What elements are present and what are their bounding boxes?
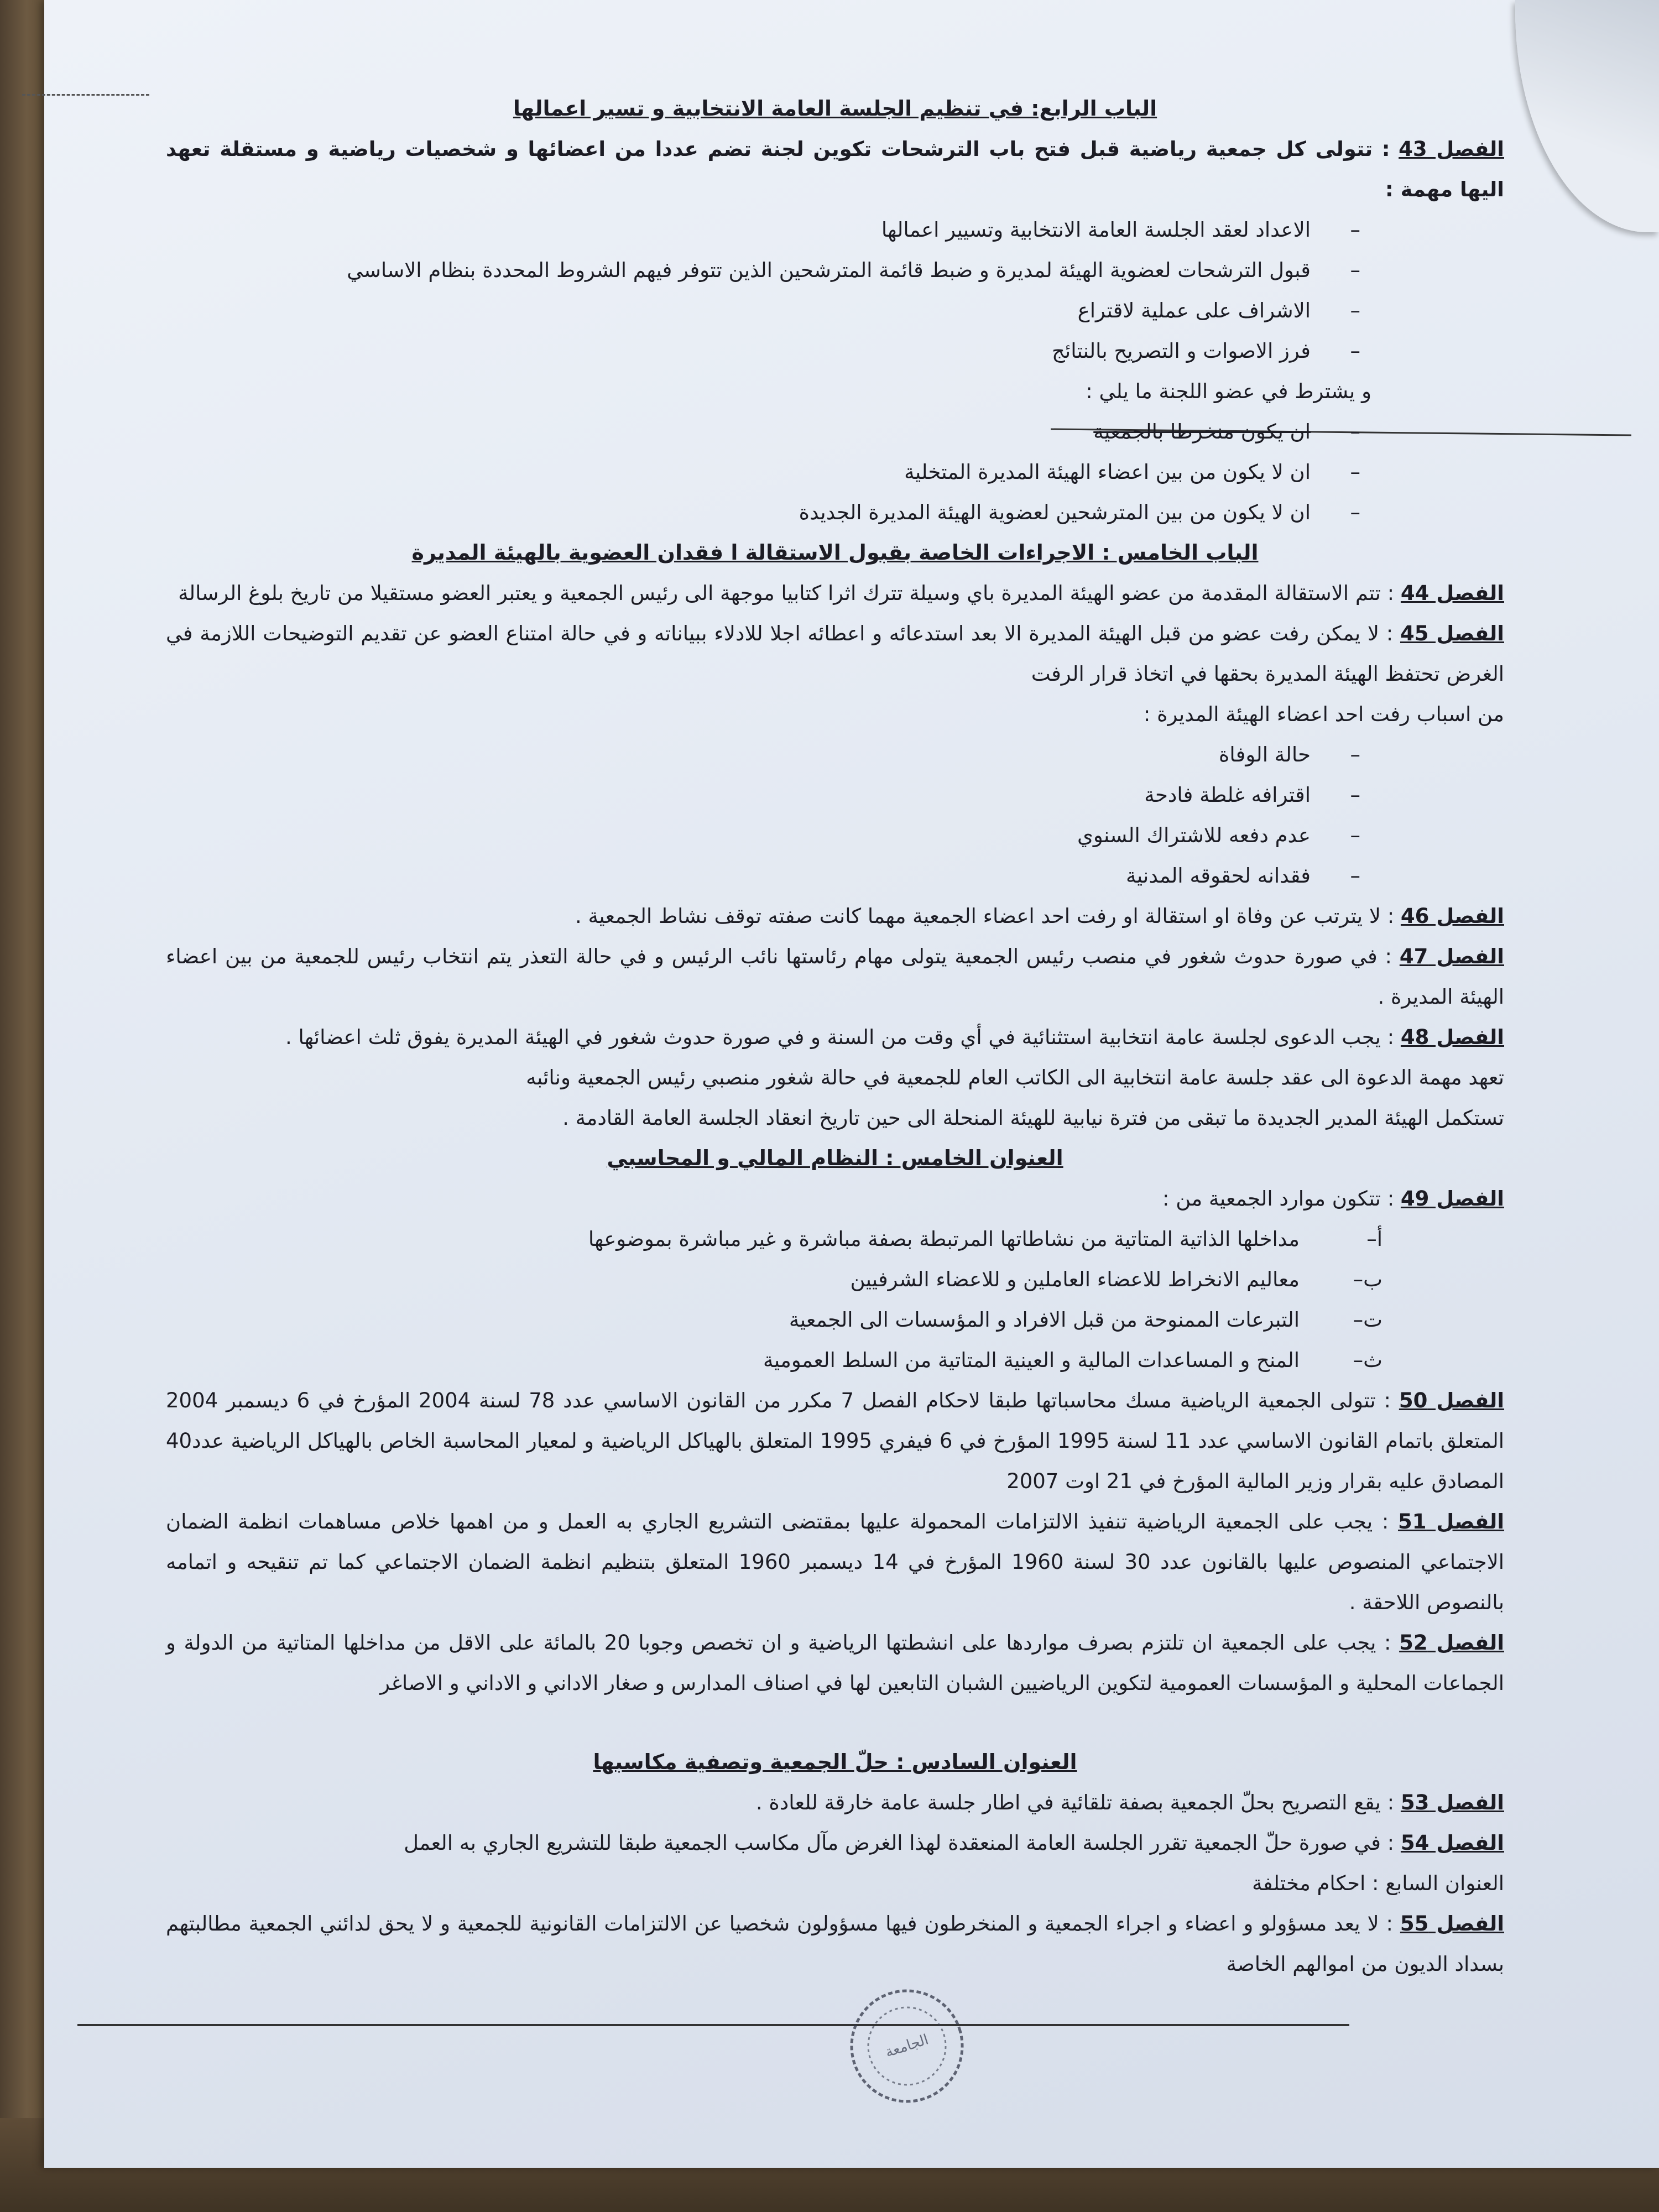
article-45 — [166, 613, 1504, 694]
list-item: – فرز الاصوات و التصريح بالنتائج — [166, 331, 1360, 371]
article-44 — [166, 573, 1504, 613]
article-48-para-2: تعهد مهمة الدعوة الى عقد جلسة عامة انتخابية الى الكاتب العام للجمعية في حالة شغور منصبي رئيس الجمعية ونائبه — [526, 1066, 1504, 1089]
article-50-text: : تتولى الجمعية الرياضية مسك محاسباتها طبقا لاحكام الفصل 7 مكرر من القانون الاساسي عدد 78 لسنة 2004 المؤرخ في 6 ديسمبر 2004 المتعلق باتمام القانون الاساسي عدد 11 لسنة 1995 المؤرخ في 6 فيفري 1995 المتعلق بالهياكل الرياضية و لمعيار المحاسبة الخاص بالهياكل الرياضية عدد40 المصادق عليه بقرار وزير المالية المؤرخ في 21 اوت 2007 — [166, 1389, 1505, 1493]
article-55-label: الفصل 55 — [1400, 1912, 1505, 1936]
list-item: – ان لا يكون من بين المترشحين لعضوية الهيئة المديرة الجديدة — [166, 492, 1360, 533]
article-48-text: : يجب الدعوى لجلسة عامة انتخابية استثنائية في أي وقت من السنة و في صورة حدوث شغور في الهيئة المديرة يفوق ثلث اعضائها . — [285, 1025, 1395, 1049]
article-43-label: الفصل 43 — [1399, 137, 1504, 161]
list-item: – ان لا يكون من بين اعضاء الهيئة المديرة المتخلية — [166, 452, 1360, 492]
list-item — [166, 1300, 1383, 1340]
article-48-para-3: تستكمل الهيئة المدير الجديدة ما تبقى من فترة نيابية للهيئة المنحلة الى حين تاريخ انعقاد الجلسة العامة القادمة . — [562, 1106, 1504, 1130]
top-dashed-rule — [22, 94, 149, 96]
article-54-label: الفصل 54 — [1400, 1831, 1504, 1855]
resources-list — [166, 1219, 1504, 1380]
article-49-label: الفصل 49 — [1400, 1187, 1504, 1211]
conditions-list — [166, 411, 1504, 533]
list-item: – قبول الترشحات لعضوية الهيئة لمديرة و ضبط قائمة المترشحين الذين تتوفر فيهم الشروط المحددة بنظام الاساسي — [166, 250, 1360, 290]
article-46-label: الفصل 46 — [1400, 904, 1504, 928]
folded-corner — [1515, 0, 1659, 232]
list-marker: ب– — [1353, 1267, 1383, 1291]
list-item: – عدم دفعه للاشتراك السنوي — [166, 815, 1360, 855]
article-54-text: : في صورة حلّ الجمعية تقرر الجلسة العامة المنعقدة لهذا الغرض مآل مكاسب الجمعية طبقا للتشريع الجاري به العمل — [404, 1831, 1395, 1855]
document-body — [166, 88, 1504, 2057]
list-item: – اقترافه غلطة فادحة — [166, 775, 1360, 815]
list-item: – حالة الوفاة — [166, 734, 1360, 775]
list-marker: أ– — [1366, 1227, 1383, 1251]
article-44-text: : تتم الاستقالة المقدمة من عضو الهيئة المديرة باي وسيلة تترك اثرا كتابيا موجهة الى رئيس الجمعية و يعتبر العضو مستقيلا من تاريخ بلوغ الرسالة — [178, 581, 1395, 605]
title-6-heading: العنوان السادس : حلّ الجمعية وتصفية مكاسبها — [593, 1750, 1077, 1774]
list-item-text: معاليم الانخراط للاعضاء العاملين و للاعضاء الشرفيين — [850, 1267, 1300, 1291]
article-52-label: الفصل 52 — [1399, 1631, 1504, 1655]
article-53-text: : يقع التصريح بحلّ الجمعية بصفة تلقائية في اطار جلسة عامة خارقة للعادة . — [755, 1791, 1395, 1814]
article-46 — [166, 896, 1504, 936]
article-49 — [166, 1178, 1504, 1219]
article-52 — [166, 1623, 1504, 1703]
list-item: – الاشراف على عملية لاقتراع — [166, 290, 1360, 331]
list-item — [166, 1219, 1383, 1259]
article-49-text: : تتكون موارد الجمعية من : — [1162, 1187, 1395, 1211]
list-item: – الاعداد لعقد الجلسة العامة الانتخابية وتسيير اعمالها — [166, 210, 1360, 250]
article-43 — [166, 129, 1504, 210]
article-47 — [166, 936, 1504, 1017]
list-item: – فقدانه لحقوقه المدنية — [166, 855, 1360, 896]
committee-tasks-list — [166, 210, 1504, 371]
article-50 — [166, 1380, 1504, 1501]
article-55 — [166, 1903, 1504, 1984]
article-55-text: : لا يعد مسؤولو و اعضاء و اجراء الجمعية و المنخرطون فيها مسؤولون شخصيا عن الالتزامات القانونية للجمعية و لا يحق لدائني الجمعية مطالبتهم بسداد الديون من اموالهم الخاصة — [166, 1912, 1504, 1976]
article-46-text: : لا يترتب عن وفاة او استقالة او رفت احد اعضاء الجمعية مهما كانت صفته توقف نشاط الجمعية . — [575, 904, 1395, 928]
article-45-label: الفصل 45 — [1400, 622, 1504, 645]
list-item-text: المنح و المساعدات المالية و العينية المتاتية من السلط العمومية — [763, 1348, 1300, 1372]
article-48 — [166, 1017, 1504, 1057]
article-52-text: : يجب على الجمعية ان تلتزم بصرف مواردها على انشطتها الرياضية و ان تخصص وجوبا 20 بالمائة على الاقل من مداخلها المتاتية من الدولة و الجماعات المحلية و المؤسسات العمومية لتكوين الرياضيين الشبان التابعين لها في اصناف المدارس و صغار الاداني و الاداني و الاصاغر — [166, 1631, 1504, 1695]
list-item — [166, 1340, 1383, 1380]
bottom-rule — [77, 2024, 1349, 2026]
article-48-label: الفصل 48 — [1400, 1025, 1504, 1049]
list-item-text: التبرعات الممنوحة من قبل الافراد و المؤسسات الى الجمعية — [789, 1308, 1300, 1332]
chapter-4-title: الباب الرابع: في تنظيم الجلسة العامة الانتخابية و تسير اعمالها — [513, 96, 1157, 121]
list-item: – ان يكون منخرطا بالجمعية — [166, 411, 1360, 452]
article-51 — [166, 1501, 1504, 1623]
article-43-text: : تتولى كل جمعية رياضية قبل فتح باب الترشحات تكوين لجنة تضم عددا من اعضائها و شخصيات رياضية و مستقلة تعهد اليها مهمة : — [166, 137, 1504, 201]
list-marker: ث– — [1353, 1348, 1383, 1372]
article-47-label: الفصل 47 — [1399, 945, 1504, 968]
list-item — [166, 1259, 1383, 1300]
article-50-label: الفصل 50 — [1399, 1389, 1505, 1412]
list-marker: ت– — [1353, 1308, 1383, 1332]
dismissal-intro: من اسباب رفت احد اعضاء الهيئة المديرة : — [1143, 702, 1504, 726]
article-53-label: الفصل 53 — [1400, 1791, 1504, 1814]
article-47-text: : في صورة حدوث شغور في منصب رئيس الجمعية يتولى مهام رئاستها نائب الرئيس و في حالة التعذر يتم انتخاب رئيس للجمعية من بين اعضاء الهيئة المديرة . — [166, 945, 1504, 1009]
article-45-text: : لا يمكن رفت عضو من قبل الهيئة المديرة الا بعد استدعائه و اعطائه اجلا للادلاء ببياناته و في حالة امتناع العضو عن تقديم التوضيحات اللازمة في الغرض تحتفظ الهيئة المديرة بحقها في اتخاذ قرار الرفت — [166, 622, 1504, 686]
title-5-heading: العنوان الخامس : النظام المالي و المحاسبي — [607, 1146, 1063, 1170]
article-51-label: الفصل 51 — [1398, 1510, 1505, 1533]
title-7-heading: العنوان السابع : احكام مختلفة — [1252, 1871, 1504, 1895]
article-44-label: الفصل 44 — [1400, 581, 1504, 605]
dismissal-reasons-list — [166, 734, 1504, 896]
article-53 — [166, 1782, 1504, 1823]
chapter-5-title: الباب الخامس : الاجراءات الخاصة بقبول الاستقالة ا فقدان العضوية بالهيئة المديرة — [411, 540, 1259, 565]
spacer — [166, 1703, 1504, 1742]
list-item-text: مداخلها الذاتية المتاتية من نشاطاتها المرتبطة بصفة مباشرة و غير مباشرة بموضوعها — [588, 1227, 1300, 1251]
article-54 — [166, 1823, 1504, 1863]
stamp-text: الجامعة — [883, 2031, 931, 2061]
article-51-text: : يجب على الجمعية الرياضية تنفيذ الالتزامات المحمولة عليها بمقتضى التشريع الجاري به العمل و من اهمها خلاص مساهمات انظمة الضمان الاجتماعي المنصوص عليها بالقانون عدد 30 لسنة 1960 المؤرخ في 14 ديسمبر 1960 المتعلق بتنظيم انظمة الضمان الاجتماعي كما تم تنقيحه و اتمامه بالنصوص اللاحقة . — [166, 1510, 1505, 1614]
conditions-intro: و يشترط في عضو اللجنة ما يلي : — [1086, 379, 1371, 403]
